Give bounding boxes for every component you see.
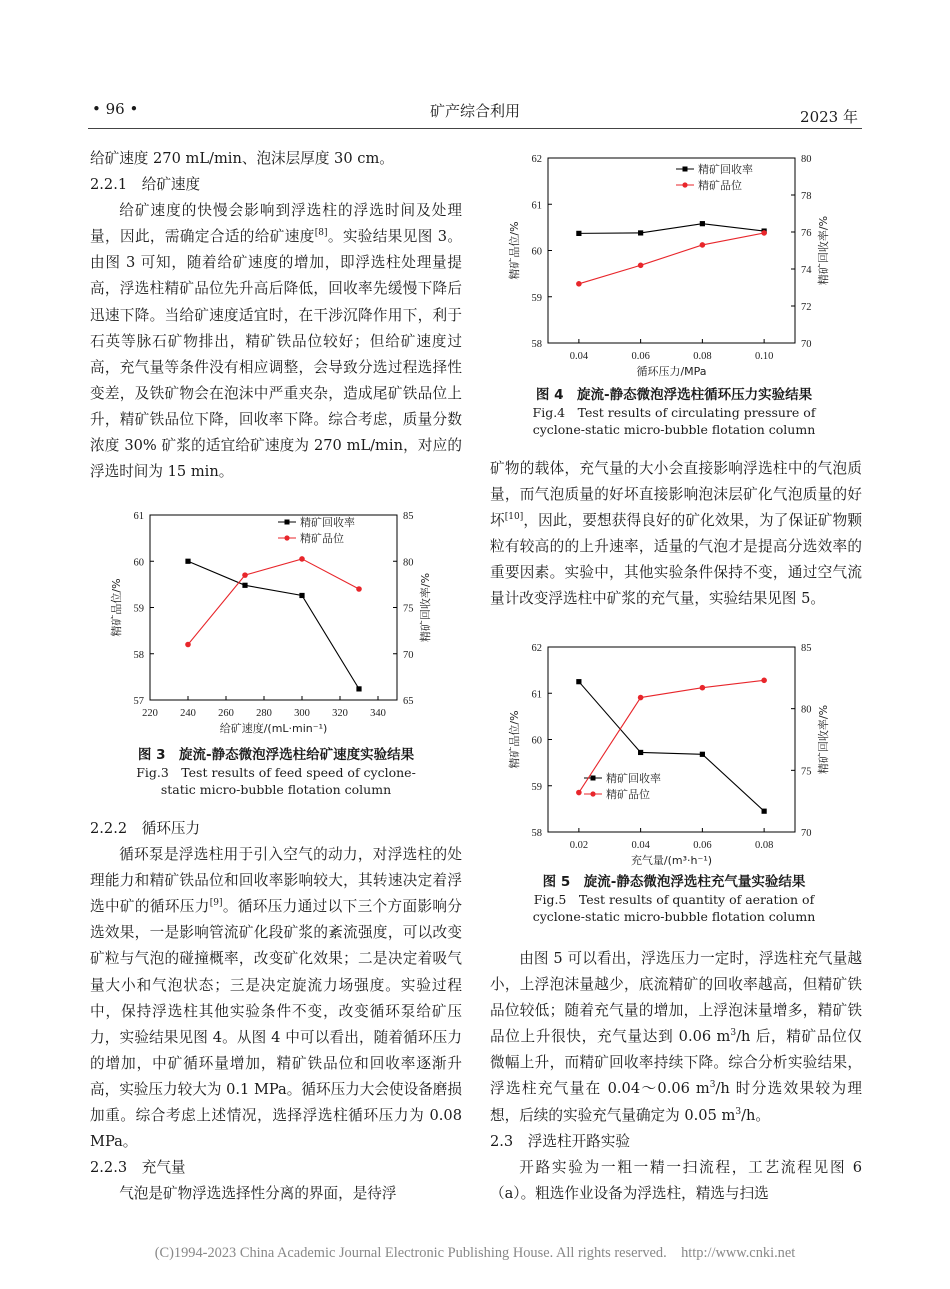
fig3-point-recovery [299,593,304,598]
fig4-yr-tick-label: 70 [801,339,812,350]
section-heading-2-2-1: 2.2.1 给矿速度 [90,176,201,194]
fig5-yl-tick-label: 60 [531,735,542,747]
fig4-yr-tick-label: 72 [801,302,812,313]
fig5-yl-tick-label: 61 [531,689,542,701]
fig5-chart [488,632,860,872]
fig5-caption-en: Fig.5 Test results of quantity of aeration of cyclone-static micro-bubble flotation column [532,892,816,924]
fig5-point-recovery [762,809,767,814]
fig4-x-tick-label: 0.04 [569,351,589,362]
fig4-yr-tick-label: 80 [801,154,812,165]
copyright-footer: (C)1994-2023 China Academic Journal Electronic Publishing House. All rights reserved. http://www.cnki.net [154,1245,796,1261]
fig5-point-grade [761,678,767,684]
citation: [9] [209,898,223,909]
fig4-point-grade [700,242,706,248]
fig4-caption-en: Fig.4 Test results of circulating pressure of cyclone-static micro-bubble flotation column [532,405,816,437]
fig3-point-grade [356,586,362,592]
citation: [10] [504,512,524,523]
fig5-plot-frame [548,647,795,832]
fig5-yl-tick-label: 58 [531,828,542,839]
fig3-yl-tick-label: 60 [133,557,144,569]
paragraph: 开路实验为一粗一精一扫流程，工艺流程见图 6（a）。粗选作业设备为浮选柱，精选与扫选 [490,1158,862,1202]
fig4-point-recovery [638,230,643,235]
fig3-legend-marker-1 [285,520,290,525]
fig5-yl-tick-label: 59 [531,781,542,793]
section-heading-2-3: 2.3 浮选柱开路实验 [490,1132,630,1150]
fig3-yr-tick-label: 65 [403,696,414,707]
fig5-x-axis-label: 充气量/(m³·h⁻¹) [630,854,713,867]
fig4-yl-tick-label: 58 [531,339,542,350]
fig5-point-grade [638,695,644,701]
journal-year: 2023 年 [800,108,858,126]
fig3-x-tick-label: 320 [332,708,348,719]
fig3-chart [90,500,462,745]
fig5-legend-label-2: 精矿品位 [606,788,650,801]
fig3-point-grade [185,642,191,648]
fig3-x-tick-label: 300 [294,708,310,719]
paragraph: 矿物的载体，充气量的大小会直接影响浮选柱中的气泡质量，而气泡质量的好坏直接影响泡沫层矿化气泡质量的好坏[10]，因此，要想获得良好的矿化效果，为了保证矿物颗粒有较高的的上升速率，适量的气泡才是提高分选效率的重要因素。实验中，其他实验条件保持不变，通过空气流量计改变浮选柱中矿浆的充气量，实验结果见图 5。 [490,460,862,608]
fig4-x-tick-label: 0.06 [631,351,650,362]
fig4-chart [488,143,860,383]
fig5-point-grade [576,790,582,796]
figure-5 [488,632,860,925]
fig3-x-tick-label: 240 [180,708,196,719]
fig5-yr-tick-label: 80 [801,704,812,716]
paragraph: 给矿速度的快慢会影响到浮选柱的浮选时间及处理量，因此，需确定合适的给矿速度[8]。实验结果见图 3。由图 3 可知，随着给矿速度的增加，即浮选柱处理量提高，浮选柱精矿品位先升高后降低，回收率先缓慢下降后迅速下降。当给矿速度适宜时，在干涉沉降作用下，利于石英等脉石矿物排出，精矿铁品位较好；但给矿速度过高，充气量等条件没有相应调整，会导致分选过程选择性变差，及铁矿物会在泡沫中严重夹杂，造成尾矿铁品位上升，精矿铁品位下降，回收率下降。综合考虑，质量分数浓度 30% 矿浆的适宜给矿速度为 270 mL/min，对应的浮选时间为 15 min。 [90,202,462,481]
fig5-y-right-label: 精矿回收率/% [817,704,830,775]
fig4-yl-tick-label: 61 [531,200,542,212]
fig5-caption-zh: 图 5 旋流-静态微泡浮选柱充气量实验结果 [542,874,806,890]
fig5-x-tick-label: 0.04 [631,840,650,851]
fig4-yr-tick-label: 78 [801,191,812,202]
header-rule [88,128,862,129]
fig4-legend-marker-2 [682,182,687,187]
fig5-point-recovery [638,750,643,755]
fig4-legend-marker-1 [683,167,688,172]
fig4-plot-frame [548,158,795,343]
fig3-point-recovery [242,583,247,588]
fig4-point-grade [638,263,644,269]
fig4-y-left-label: 精矿品位/% [508,221,521,280]
paragraph: 给矿速度 270 mL/min、泡沫层厚度 30 cm。 [90,150,394,167]
fig3-point-grade [299,556,305,562]
paragraph: 由图 5 可以看出，浮选压力一定时，浮选柱充气量越小，上浮泡沫量越少，底流精矿的回收率越高，但精矿铁品位较低；随着充气量的增加，上浮泡沫量增多，精矿铁品位上升很快，充气量达到 0.06 $m^3/h$ 后，精矿品位仅微幅上升，而精矿回收率持续下降。综合分析实验结果，浮选柱充气量在 0.04～0.06 $m^3/h$ 时分选效果较为理想，后续的实验充气量确定为 0.05 $m^3/h$。 [490,950,862,1124]
fig4-x-tick-label: 0.10 [754,351,774,362]
fig3-y-left-label: 精矿品位/% [110,578,123,637]
fig3-caption-en: Fig.3 Test results of feed speed of cyclone-static micro-bubble flotation column [136,765,416,797]
fig3-caption-zh: 图 3 旋流-静态微泡浮选柱给矿速度实验结果 [137,747,415,763]
fig4-point-grade [761,230,767,236]
fig4-series-line-1 [579,224,764,234]
fig4-yr-tick-label: 74 [801,265,812,276]
fig3-yr-tick-label: 75 [403,603,414,615]
fig3-x-tick-label: 340 [370,708,386,719]
fig3-point-recovery [185,559,190,564]
left-column-upper [90,146,462,485]
fig3-series-line-1 [188,561,359,689]
fig5-legend-marker-2 [590,791,595,796]
fig4-yl-tick-label: 59 [531,292,542,304]
figure-3 [90,500,462,798]
fig5-x-tick-label: 0.08 [754,840,774,851]
fig5-yr-tick-label: 75 [801,766,812,778]
fig5-x-tick-label: 0.02 [569,840,589,851]
fig4-yl-tick-label: 60 [531,246,542,258]
fig3-yr-tick-label: 80 [403,557,414,569]
fig3-yl-tick-label: 57 [133,696,144,707]
fig4-yl-tick-label: 62 [531,154,542,165]
fig4-point-grade [576,281,582,287]
fig3-yr-tick-label: 85 [403,511,414,522]
left-column-lower [90,816,462,1207]
fig5-point-recovery [700,752,705,757]
section-heading-2-2-3: 2.2.3 充气量 [90,1159,186,1177]
fig3-x-tick-label: 220 [142,708,158,719]
citation: [8] [314,228,328,239]
fig3-yl-tick-label: 59 [133,603,144,615]
fig5-y-left-label: 精矿品位/% [508,710,521,769]
fig5-yr-tick-label: 70 [801,828,812,839]
fig4-legend-label-1: 精矿回收率 [698,163,753,176]
fig4-point-recovery [576,231,581,236]
fig5-legend-label-1: 精矿回收率 [606,772,661,785]
fig5-point-recovery [576,679,581,684]
fig3-yl-tick-label: 58 [133,649,144,661]
right-column-lower [490,946,862,1207]
fig3-x-tick-label: 260 [218,708,234,719]
section-heading-2-2-2: 2.2.2 循环压力 [90,820,201,837]
fig3-legend-marker-2 [284,535,289,540]
fig3-plot-frame [150,515,397,700]
fig4-caption-zh: 图 4 旋流-静态微泡浮选柱循环压力实验结果 [535,387,813,403]
journal-title: 矿产综合利用 [429,102,520,120]
fig3-legend-label-1: 精矿回收率 [300,516,355,529]
fig3-x-axis-label: 给矿速度/(mL·min⁻¹) [219,722,328,735]
fig3-legend-label-2: 精矿品位 [300,532,344,545]
fig4-x-tick-label: 0.08 [693,351,712,362]
right-column-middle [490,456,862,613]
fig4-series-line-2 [579,233,764,284]
paragraph: 循环泵是浮选柱用于引入空气的动力，对浮选柱的处理能力和精矿铁品位和回收率影响较大，其转速决定着浮选中矿的循环压力[9]。循环压力通过以下三个方面影响分选效果，一是影响管流矿化段矿浆的紊流强度，可以改变矿粒与气泡的碰撞概率，改变矿化效果；二是决定着吸气量大小和气泡状态；三是决定旋流力场强度。实验过程中，保持浮选柱其他实验条件不变，改变循环泵给矿压力，实验结果见图 4。从图 4 中可以看出，随着循环压力的增加，中矿循环量增加，精矿铁品位和回收率逐渐升高，实验压力较大为 0.1 MPa。循环压力大会使设备磨损加重。综合考虑上述情况，选择浮选柱循环压力为 0.08 MPa。 [90,846,462,1151]
page-number: • 96 • [92,100,139,118]
fig3-point-recovery [356,686,361,691]
fig5-yr-tick-label: 85 [801,643,812,654]
fig4-yr-tick-label: 76 [801,228,812,239]
fig4-point-recovery [700,221,705,226]
figure-4 [488,143,860,438]
fig4-legend-label-2: 精矿品位 [698,179,742,192]
paragraph: 气泡是矿物浮选选择性分离的界面，是待浮 [119,1185,397,1203]
fig5-yl-tick-label: 62 [531,643,542,654]
fig3-x-tick-label: 280 [256,708,272,719]
fig5-point-grade [700,685,706,691]
fig3-yl-tick-label: 61 [133,511,144,522]
fig5-legend-marker-1 [591,776,596,781]
fig4-y-right-label: 精矿回收率/% [817,215,830,286]
fig3-point-grade [242,572,248,578]
fig4-x-axis-label: 循环压力/MPa [636,365,707,378]
fig5-x-tick-label: 0.06 [693,840,712,851]
fig3-y-right-label: 精矿回收率/% [419,572,432,643]
fig3-yr-tick-label: 70 [403,649,414,661]
